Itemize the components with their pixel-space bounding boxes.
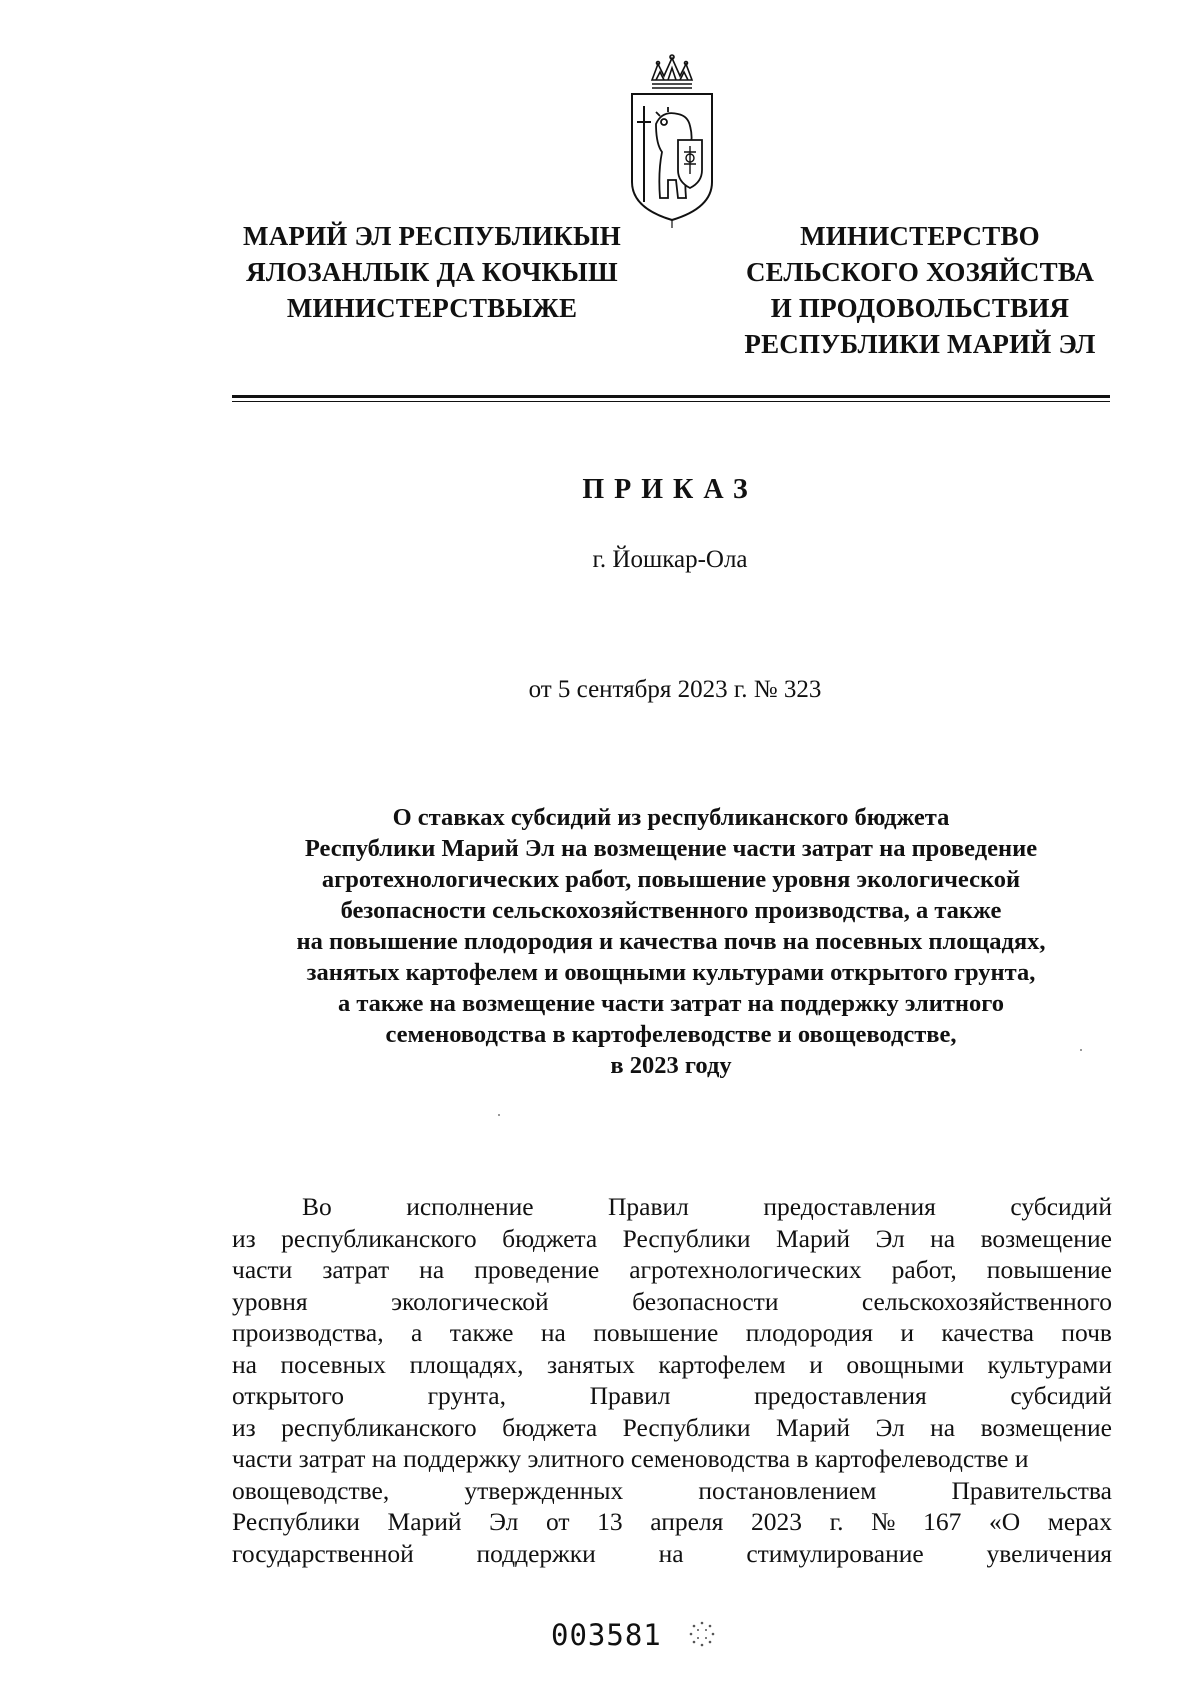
header-divider-thin bbox=[232, 401, 1110, 402]
body-word: плодородия bbox=[745, 1318, 873, 1347]
body-word: на bbox=[232, 1349, 257, 1379]
body-word: картофелем bbox=[658, 1349, 786, 1379]
body-word: сельскохозяйственного bbox=[861, 1286, 1112, 1316]
body-word: почв bbox=[1061, 1318, 1112, 1347]
body-word: овощеводстве, bbox=[232, 1475, 390, 1505]
body-word: Во bbox=[302, 1192, 332, 1221]
body-word: Республики bbox=[622, 1412, 751, 1442]
body-word: проведение bbox=[474, 1255, 600, 1284]
body-word: площадях, bbox=[409, 1349, 524, 1379]
body-word: Марий bbox=[387, 1507, 462, 1536]
body-line bbox=[232, 1254, 1112, 1286]
body-word: на bbox=[930, 1412, 956, 1442]
body-word: повышение bbox=[986, 1255, 1112, 1284]
body-word: посевных bbox=[280, 1349, 387, 1379]
body-paragraph bbox=[232, 1191, 1112, 1569]
title-line: агротехнологических работ, повышение уровня экологической bbox=[321, 866, 1021, 893]
dotted-mark-icon bbox=[688, 1620, 716, 1648]
body-word: также bbox=[449, 1318, 514, 1347]
body-line: части затрат на поддержку элитного семеноводства в картофелеводстве и bbox=[232, 1444, 1029, 1473]
body-word: уровня bbox=[232, 1286, 308, 1316]
body-line bbox=[232, 1191, 1112, 1223]
coat-of-arms-icon bbox=[622, 52, 722, 232]
header-right-line: СЕЛЬСКОГО ХОЗЯЙСТВА bbox=[745, 257, 1095, 287]
body-word: качества bbox=[941, 1318, 1034, 1347]
serial-number: 003581 bbox=[551, 1618, 662, 1652]
scan-speck bbox=[498, 1114, 500, 1116]
document-title bbox=[232, 802, 1110, 1081]
body-line bbox=[232, 1380, 1112, 1412]
body-word: затрат bbox=[322, 1255, 390, 1284]
header-left-line: МАРИЙ ЭЛ РЕСПУБЛИКЫН bbox=[243, 221, 621, 251]
body-word: 167 bbox=[923, 1507, 962, 1536]
body-line bbox=[232, 1317, 1112, 1349]
body-word: Республики bbox=[622, 1223, 751, 1253]
body-line bbox=[232, 1538, 1112, 1570]
body-word: Марий bbox=[776, 1223, 851, 1253]
body-word: повышение bbox=[593, 1318, 719, 1347]
header-divider-thick bbox=[232, 395, 1110, 398]
header-right-line: РЕСПУБЛИКИ МАРИЙ ЭЛ bbox=[744, 329, 1096, 359]
title-line: Республики Марий Эл на возмещение части затрат на проведение bbox=[304, 835, 1038, 862]
body-line bbox=[232, 1412, 1112, 1444]
header-left bbox=[222, 218, 642, 326]
body-word: Республики bbox=[232, 1507, 360, 1536]
body-word: увеличения bbox=[986, 1538, 1112, 1568]
body-word: Эл bbox=[875, 1412, 905, 1442]
body-word: предоставления bbox=[754, 1381, 927, 1410]
body-word: части bbox=[232, 1255, 293, 1284]
title-line: занятых картофелем и овощными культурами открытого грунта, bbox=[306, 959, 1036, 986]
body-line bbox=[232, 1349, 1112, 1381]
body-word: на bbox=[540, 1318, 566, 1347]
body-word: производства, bbox=[232, 1318, 384, 1347]
title-line: на повышение плодородия и качества почв на посевных площадях, bbox=[296, 928, 1046, 955]
body-word: «О bbox=[988, 1507, 1021, 1536]
body-word: субсидий bbox=[1010, 1381, 1112, 1410]
body-word: занятых bbox=[547, 1349, 635, 1379]
header-right-line: И ПРОДОВОЛЬСТВИЯ bbox=[770, 293, 1070, 323]
body-word: Эл bbox=[489, 1507, 519, 1536]
body-word: возмещение bbox=[980, 1223, 1112, 1253]
title-line: в 2023 году bbox=[610, 1052, 732, 1079]
body-word: Правил bbox=[607, 1192, 689, 1221]
scan-speck bbox=[1080, 1049, 1082, 1051]
body-word: исполнение bbox=[406, 1192, 534, 1221]
body-word: и bbox=[809, 1349, 823, 1379]
body-line bbox=[232, 1286, 1112, 1318]
body-word: республиканского bbox=[281, 1223, 477, 1253]
body-word: № bbox=[871, 1507, 896, 1536]
title-line: безопасности сельскохозяйственного производства, а также bbox=[340, 897, 1002, 924]
header-left-line: ЯЛОЗАНЛЫК ДА КОЧКЫШ bbox=[246, 257, 618, 287]
body-word: на bbox=[419, 1255, 445, 1284]
body-word: Эл bbox=[875, 1223, 905, 1253]
body-word: открытого bbox=[232, 1381, 344, 1410]
body-word: а bbox=[410, 1318, 423, 1347]
body-word: Марий bbox=[776, 1412, 851, 1442]
body-word: 13 bbox=[597, 1507, 623, 1536]
body-word: безопасности bbox=[632, 1286, 779, 1316]
body-word: республиканского bbox=[281, 1412, 477, 1442]
body-word: государственной bbox=[232, 1538, 414, 1568]
body-word: Правил bbox=[589, 1381, 671, 1410]
header-right bbox=[730, 218, 1110, 362]
body-line bbox=[232, 1506, 1112, 1538]
document-type: ПРИКАЗ bbox=[582, 474, 758, 505]
body-word: постановлением bbox=[698, 1475, 877, 1505]
body-word: на bbox=[930, 1223, 956, 1253]
body-word: грунта, bbox=[427, 1381, 506, 1410]
header-right-line: МИНИСТЕРСТВО bbox=[800, 221, 1040, 251]
body-word: бюджета bbox=[502, 1223, 598, 1253]
body-word: поддержки bbox=[476, 1538, 596, 1568]
body-word: агротехнологических bbox=[629, 1255, 862, 1284]
body-word: предоставления bbox=[763, 1192, 936, 1221]
body-word: утвержденных bbox=[464, 1475, 624, 1505]
title-line: семеноводства в картофелеводстве и овощеводстве, bbox=[385, 1021, 957, 1048]
title-line: О ставках субсидий из республиканского бюджета bbox=[392, 804, 950, 831]
body-word: возмещение bbox=[980, 1412, 1112, 1442]
body-word: экологической bbox=[391, 1286, 549, 1316]
body-word: из bbox=[232, 1223, 256, 1253]
body-line bbox=[232, 1475, 1112, 1507]
body-word: из bbox=[232, 1412, 256, 1442]
body-word: стимулирование bbox=[746, 1538, 924, 1568]
body-word: культурами bbox=[987, 1349, 1112, 1379]
header-left-line: МИНИСТЕРСТВЫЖЕ bbox=[286, 293, 578, 323]
body-word: мерах bbox=[1047, 1507, 1112, 1536]
document-date-number: от 5 сентября 2023 г. № 323 bbox=[528, 676, 822, 703]
body-word: и bbox=[900, 1318, 915, 1347]
body-word: бюджета bbox=[502, 1412, 598, 1442]
body-word: овощными bbox=[846, 1349, 964, 1379]
body-line bbox=[232, 1223, 1112, 1255]
body-word: работ, bbox=[891, 1255, 957, 1284]
body-word: на bbox=[658, 1538, 684, 1568]
body-word: Правительства bbox=[951, 1475, 1112, 1505]
body-word: субсидий bbox=[1010, 1192, 1112, 1221]
document-city: г. Йошкар-Ола bbox=[592, 546, 748, 573]
title-line: а также на возмещение части затрат на поддержку элитного bbox=[337, 990, 1005, 1017]
body-word: от bbox=[546, 1507, 570, 1536]
body-word: 2023 bbox=[751, 1507, 802, 1536]
body-word: апреля bbox=[650, 1507, 724, 1536]
body-word: г. bbox=[829, 1507, 844, 1536]
